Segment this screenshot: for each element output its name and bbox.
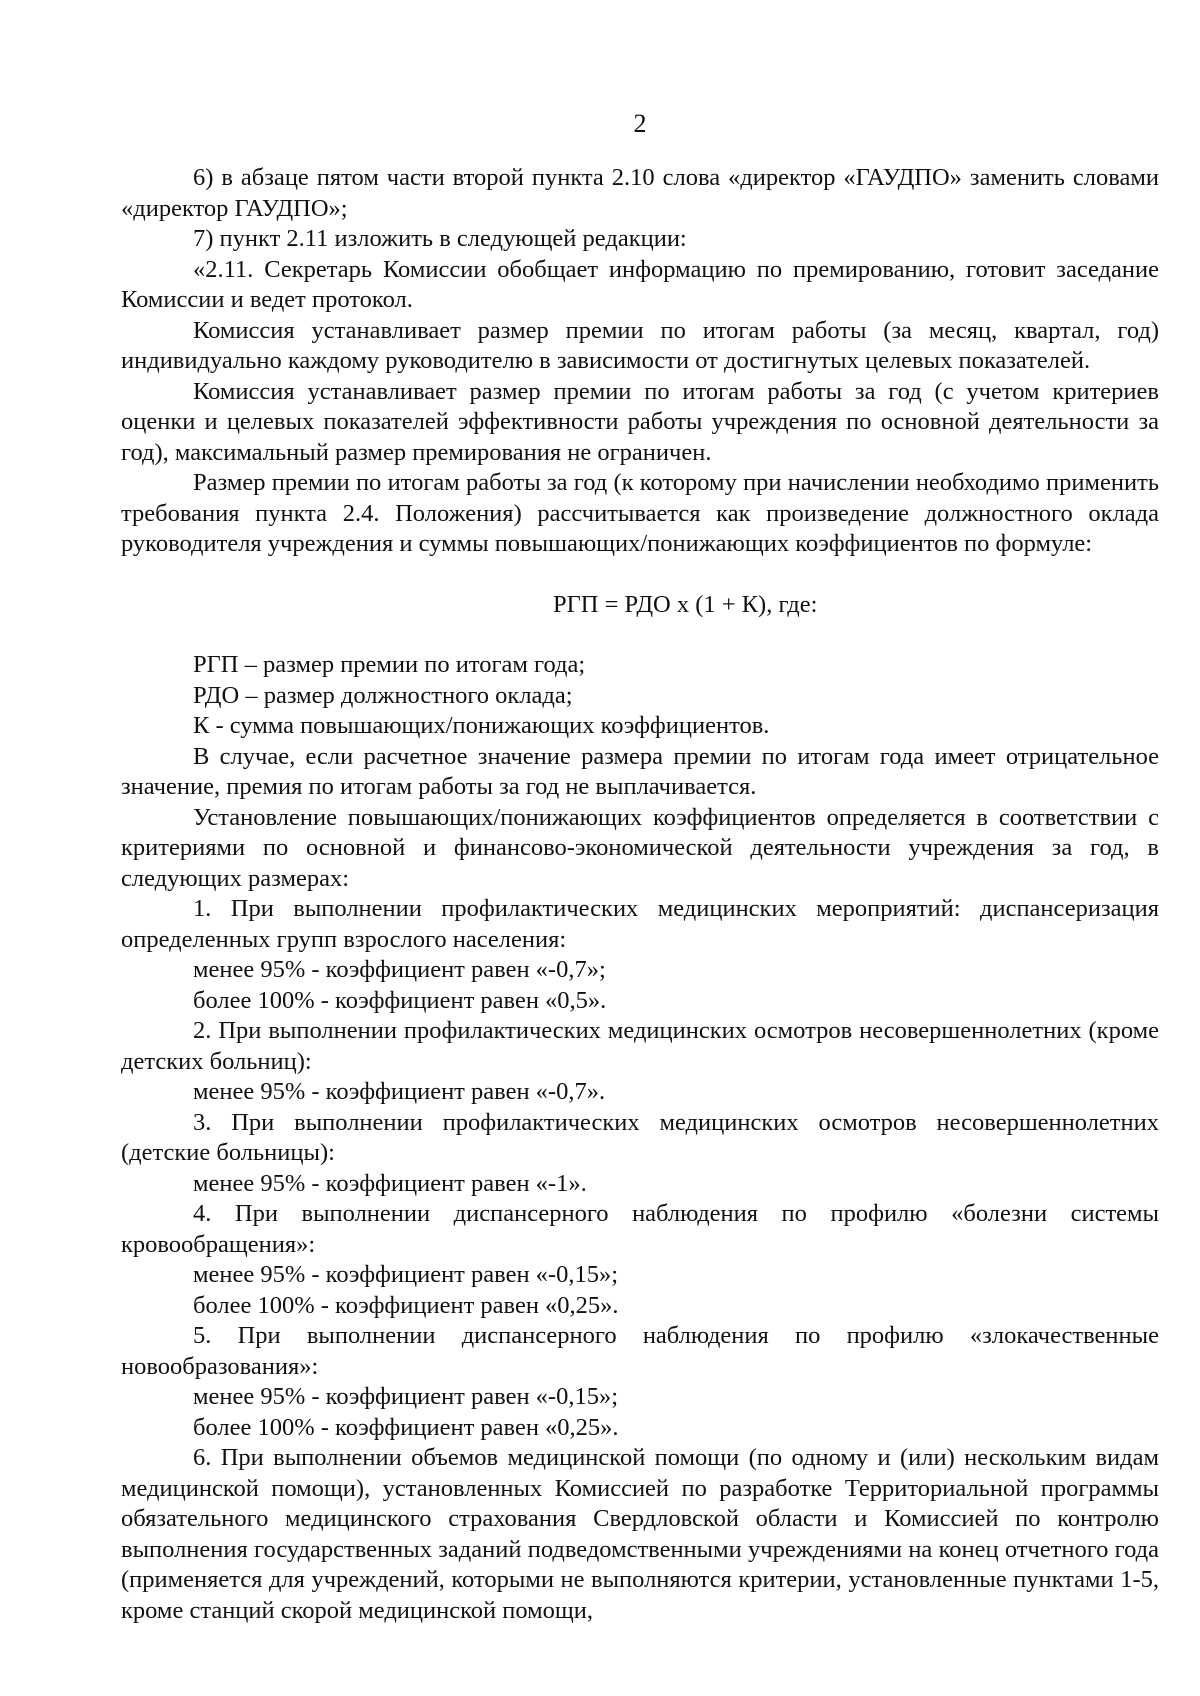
definition-rgp: РГП – размер премии по итогам года; [193, 651, 586, 678]
criterion-3-less: менее 95% - коэффициент равен «-1». [193, 1169, 587, 1197]
paragraph-coefficients: Установление повышающих/понижающих коэффициентов определяется в соответствии с критериями по основной и финансово-экономической деятельности учреждения за год, в следующих размерах: [121, 803, 1159, 892]
criterion-4: 4. При выполнении диспансерного наблюдения по профилю «болезни системы кровообращения»: [121, 1200, 1159, 1258]
criterion-2: 2. При выполнении профилактических медицинских осмотров несовершеннолетних (кроме детских больниц): [121, 1017, 1159, 1075]
paragraph-item-6: 6) в абзаце пятом части второй пункта 2.10 слова «директор «ГАУДПО» заменить словами «директор ГАУДПО»; [121, 164, 1159, 222]
paragraph-2-11: «2.11. Секретарь Комиссии обобщает информацию по премированию, готовит заседание Комиссии и ведет протокол. [121, 255, 1159, 313]
criterion-4-more: более 100% - коэффициент равен «0,25». [193, 1291, 619, 1319]
paragraph-negative-value: В случае, если расчетное значение размера премии по итогам года имеет отрицательное значение, премия по итогам работы за год не выплачивается. [121, 742, 1159, 800]
criterion-5-less: менее 95% - коэффициент равен «-0,15»; [193, 1383, 619, 1410]
spacer [121, 560, 1159, 590]
criterion-1: 1. При выполнении профилактических медицинских мероприятий: диспансеризация определенных групп взрослого населения: [121, 895, 1159, 953]
criterion-1-more: более 100% - коэффициент равен «0,5». [193, 986, 607, 1014]
paragraph-commission-annual: Комиссия устанавливает размер премии по итогам работы за год (с учетом критериев оценки и целевых показателей эффективности работы учреждения по основной деятельности за год), максимальный размер премирования не ограничен. [121, 377, 1159, 466]
document-page [121, 0, 1159, 1696]
definition-rdo: РДО – размер должностного оклада; [193, 681, 573, 709]
paragraph-premium-size: Размер премии по итогам работы за год (к которому при начислении необходимо применить требования пункта 2.4. Положения) рассчитывается как произведение должностного оклада руководителя учреждения и суммы повышающих/понижающих коэффициентов по формуле: [121, 469, 1159, 557]
criterion-6: 6. При выполнении объемов медицинской помощи (по одному и (или) нескольким видам медицинской помощи), установленных Комиссией по разработке Территориальной программы обязательного медицинского страхования Свердловской области и Комиссией по контролю выполнения государственных заданий подведомственными учреждениями на конец отчетного года (применяется для учреждений, которыми не выполняются критерии, установленные пунктами 1-5, кроме станций скорой медицинской помощи, [121, 1444, 1159, 1624]
page-number: 2 [633, 109, 647, 138]
paragraph-commission-premium: Комиссия устанавливает размер премии по итогам работы (за месяц, квартал, год) индивидуально каждому руководителю в зависимости от достигнутых целевых показателей. [121, 316, 1159, 374]
definition-k: К - сумма повышающих/понижающих коэффициентов. [193, 712, 770, 739]
criterion-4-less: менее 95% - коэффициент равен «-0,15»; [193, 1261, 619, 1288]
paragraph-item-7: 7) пункт 2.11 изложить в следующей редакции: [193, 225, 687, 252]
criterion-2-less: менее 95% - коэффициент равен «-0,7». [193, 1078, 606, 1105]
criterion-5: 5. При выполнении диспансерного наблюдения по профилю «злокачественные новообразования»: [121, 1322, 1159, 1380]
criterion-3: 3. При выполнении профилактических медицинских осмотров несовершеннолетних (детские больницы): [121, 1108, 1159, 1166]
document-body [121, 163, 1159, 1626]
formula: РГП = РДО х (1 + К), где: [553, 590, 818, 618]
spacer [121, 620, 1159, 650]
criterion-5-more: более 100% - коэффициент равен «0,25». [193, 1413, 619, 1441]
criterion-1-less: менее 95% - коэффициент равен «-0,7»; [193, 956, 606, 983]
